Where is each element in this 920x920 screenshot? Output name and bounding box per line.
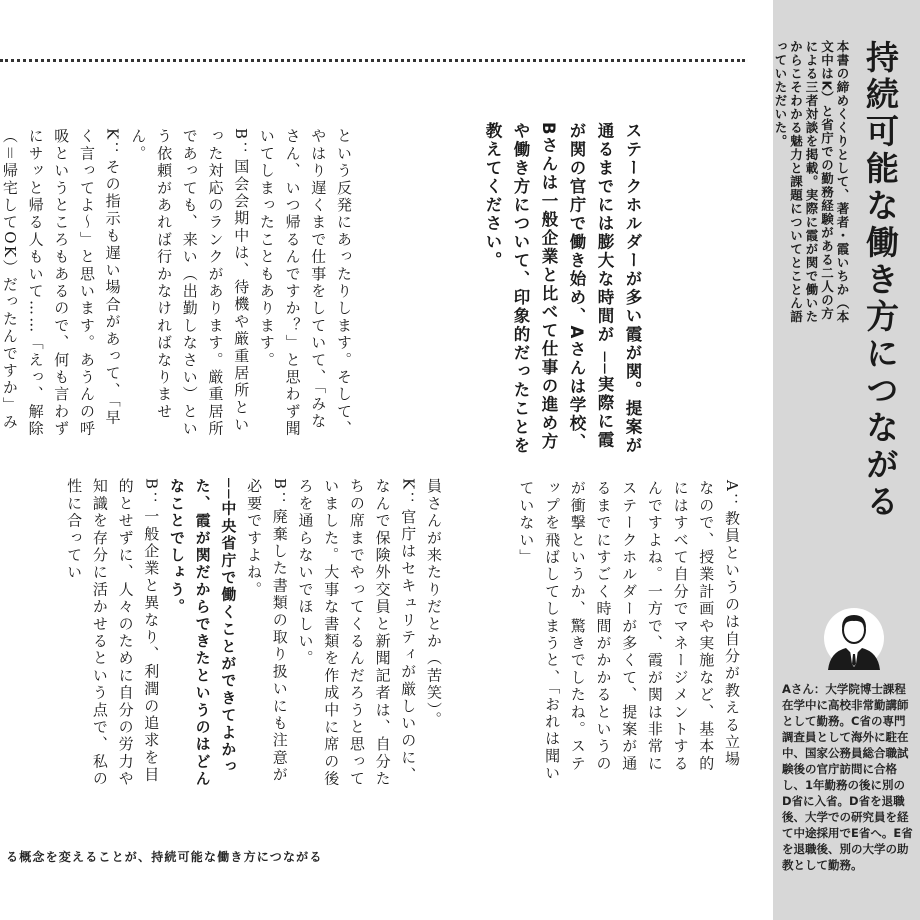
body-column-upper bbox=[0, 128, 356, 438]
paragraph: B：一般企業と異なり、利潤の追求を目的とせずに、人々のために自分の労力や知識を存分に活かせるという点で、私の性に合ってい bbox=[65, 478, 161, 788]
running-footer: る概念を変えることが、持続可能な働き方につながる bbox=[6, 850, 323, 864]
question-body: ──実際に霞が関の官庁で働き始め、Aさんは学校、Bさんは一般企業と比べて仕事の進め方や働き方について、印象的だったことを教えてください。 bbox=[483, 122, 614, 455]
question-paragraph: ──中央省庁で働くことができてよかった、霞が関だからできたというのはどんなことでしょう。 bbox=[167, 478, 238, 788]
paragraph: K：官庁はセキュリティが厳しいのに、なんで保険外交員と新聞記者は、自分たちの席までやってくるんだろうと思っていました。大事な書類を作成中に席の後ろを通らないでほしい。 bbox=[296, 478, 418, 788]
question-heading: ステークホルダーが多い霞が関。提案が通るまでには膨大な時間が bbox=[595, 122, 642, 455]
dotted-rule bbox=[0, 59, 745, 62]
paragraph: B：廃棄した書類の取り扱いにも注意が必要ですよね。 bbox=[245, 478, 289, 784]
person-icon bbox=[824, 604, 884, 672]
paragraph: 員さんが来たりだとか（苦笑）。 bbox=[425, 478, 443, 729]
paragraph: B：国会会期中は、待機や厳重居所といった対応のランクがあります。厳重居所であっても、来い（出勤しなさい）という依頼があれば行かなければなりません。 bbox=[129, 128, 251, 438]
question-block bbox=[478, 122, 646, 462]
lead-paragraph: 本書の締めくくりとして、著者・霞いちか（本文中はK）と省庁での勤務経験がある二人の方による三者対談を掲載。実際に霞が関で働いたからこそわかる魅力と課題についてとことん語っていただいた。 bbox=[773, 40, 850, 324]
page-title: 持続可能な働き方につながる bbox=[861, 40, 900, 521]
bio-text: Aさん：大学院博士課程在学中に高校非常勤講師として勤務。C省の専門調査員として海外に駐在中、国家公務員総合職試験後の官庁訪問に合格し、1年勤務の後に別のD省に入省。D省を退職後、大学での研究員を経て中途採用でE省へ。E省を退職後、別の大学の助教として勤務。 bbox=[782, 682, 913, 872]
answer-a-text: A：教員というのは自分が教える立場なので、授業計画や実施など、基本的にはすべて自分でマネージメントするんですよね。一方で、霞が関は非常にステークホルダーが多くて、提案が通るまでにすごく時間がかかるというのが衝撃というか、驚きでしたね。ステップを飛ばしてしまうと、「おれは聞いていない」 bbox=[517, 480, 741, 783]
paragraph: という反発にあったりします。そして、やはり遅くまで仕事をしていて、「みなさん、いつ帰るんですか？」と思わず聞いてしまったこともあります。 bbox=[257, 128, 353, 438]
body-column-lower bbox=[60, 478, 446, 798]
paragraph: K：その指示も遅い場合があって、「早く言ってよ〜」と思います。あうんの呼吸というところもあるので、何も言わずにサッと帰る人もいて……「えっ、解除（＝帰宅してOK）だったんですか」み bbox=[0, 128, 122, 438]
answer-a-paragraph bbox=[513, 480, 744, 785]
